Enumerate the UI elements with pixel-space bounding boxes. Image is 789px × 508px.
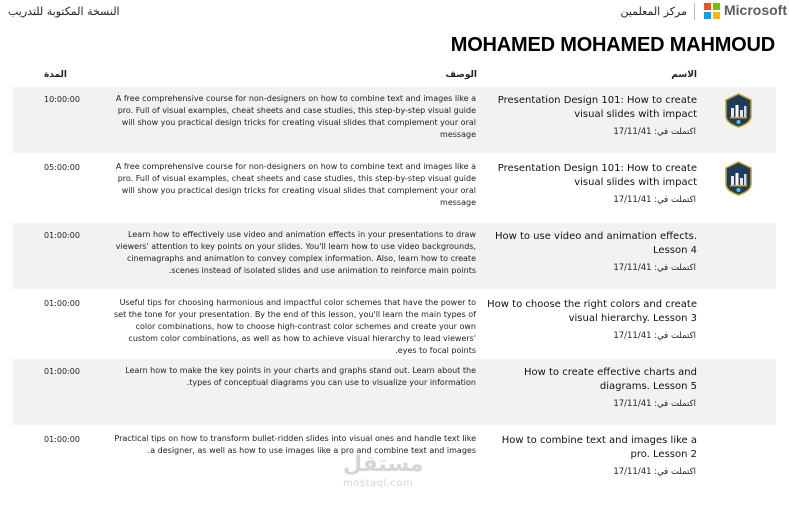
row-completed-date [613,263,696,273]
row-duration: 01:00:00 [44,367,80,376]
row-duration: 10:00:00 [44,95,80,104]
row-course-title: How to use video and animation effects. Lesson 4 [494,231,697,256]
learner-name: MOHAMED MOHAMED MAHMOUD [450,34,775,56]
header-divider [694,3,695,20]
row-course-title: How to create effective charts and diagrams. Lesson 5 [524,367,697,392]
completed-label: اكتملت في: [654,467,696,477]
course-badge-icon [724,93,753,128]
center-name: مركز المعلمين [620,5,687,18]
row-completed-date [613,195,696,205]
row-description: Practical tips on how to transform bullet-ridden slides into visual ones and handle text like a designer, as well as how to use images like a pro and combine text and images. [114,434,476,455]
completed-label: اكتملت في: [654,127,696,137]
completed-label: اكتملت في: [654,399,696,409]
row-duration: 01:00:00 [44,435,80,444]
completed-date-value: 17/11/41 [613,263,652,273]
table-row [13,359,776,425]
completed-date-value: 17/11/41 [613,331,652,341]
row-completed-date [613,331,696,341]
completed-date-value: 17/11/41 [613,467,652,477]
column-header-description: الوصف [445,70,477,80]
logo-square-yellow [713,12,720,19]
row-description: Useful tips for choosing harmonious and impactful color schemes that have the power to set the tone for your presentation. By the end of this lesson, you'll learn the main types of color combinations, how to choose high-contrast color schemes and create your own custom color combinations, as well as how to achieve visual hierarchy to lead viewers' eyes to focal points. [114,298,476,355]
logo-square-red [704,3,711,10]
row-course-title: How to combine text and images like a pro. Lesson 2 [501,435,697,460]
microsoft-logo-icon [704,3,720,19]
table-row [13,291,776,357]
column-header-duration: المدة [43,70,67,80]
completed-label: اكتملت في: [654,263,696,273]
row-description: A free comprehensive course for non-designers on how to combine text and images like a pro. Full of visual examples, cheat sheets and case studies, this step-by-step visual guide will show you practical design tricks for creating visual slides that complement your oral message [115,94,476,139]
row-description: A free comprehensive course for non-designers on how to combine text and images like a pro. Full of visual examples, cheat sheets and case studies, this step-by-step visual guide will show you practical design tricks for creating visual slides that complement your oral message [115,162,476,207]
row-course-title: How to choose the right colors and create visual hierarchy. Lesson 3 [487,299,697,324]
table-row [13,155,776,221]
completed-label: اكتملت في: [654,195,696,205]
completed-date-value: 17/11/41 [613,127,652,137]
column-header-name: الاسم [671,70,697,80]
row-duration: 05:00:00 [44,163,80,172]
edition-label: النسخة المكتوبة للتدريب [8,5,120,18]
row-duration: 01:00:00 [44,299,80,308]
completed-date-value: 17/11/41 [613,399,652,409]
table-row [13,87,776,153]
brand-name: Microsoft [724,2,787,18]
top-bar [0,0,789,26]
row-description: Learn how to effectively use video and animation effects in your presentations to draw viewers' attention to key points on your slides. You'll learn how to use video backgrounds, cinemagraphs and animation to convey complex information. Also, learn how to create scenes instead of isolated slides and use animation to reinforce main points. [115,230,476,275]
table-row [13,223,776,289]
course-badge-icon [724,161,753,196]
completed-date-value: 17/11/41 [613,195,652,205]
row-completed-date [613,127,696,137]
row-completed-date [613,399,696,409]
completed-label: اكتملت في: [654,331,696,341]
watermark-latin: mostaql.com [343,478,414,489]
logo-square-green [713,3,720,10]
watermark [343,452,424,490]
row-duration: 01:00:00 [44,231,80,240]
logo-square-blue [704,12,711,19]
row-completed-date [613,467,696,477]
row-course-title: Presentation Design 101: How to create visual slides with impact [497,95,697,120]
watermark-arabic: مستقل [343,452,424,477]
row-course-title: Presentation Design 101: How to create visual slides with impact [497,163,697,188]
row-description: Learn how to make the key points in your charts and graphs stand out. Learn about the types of conceptual diagrams you can use to visualize your information. [125,366,476,387]
